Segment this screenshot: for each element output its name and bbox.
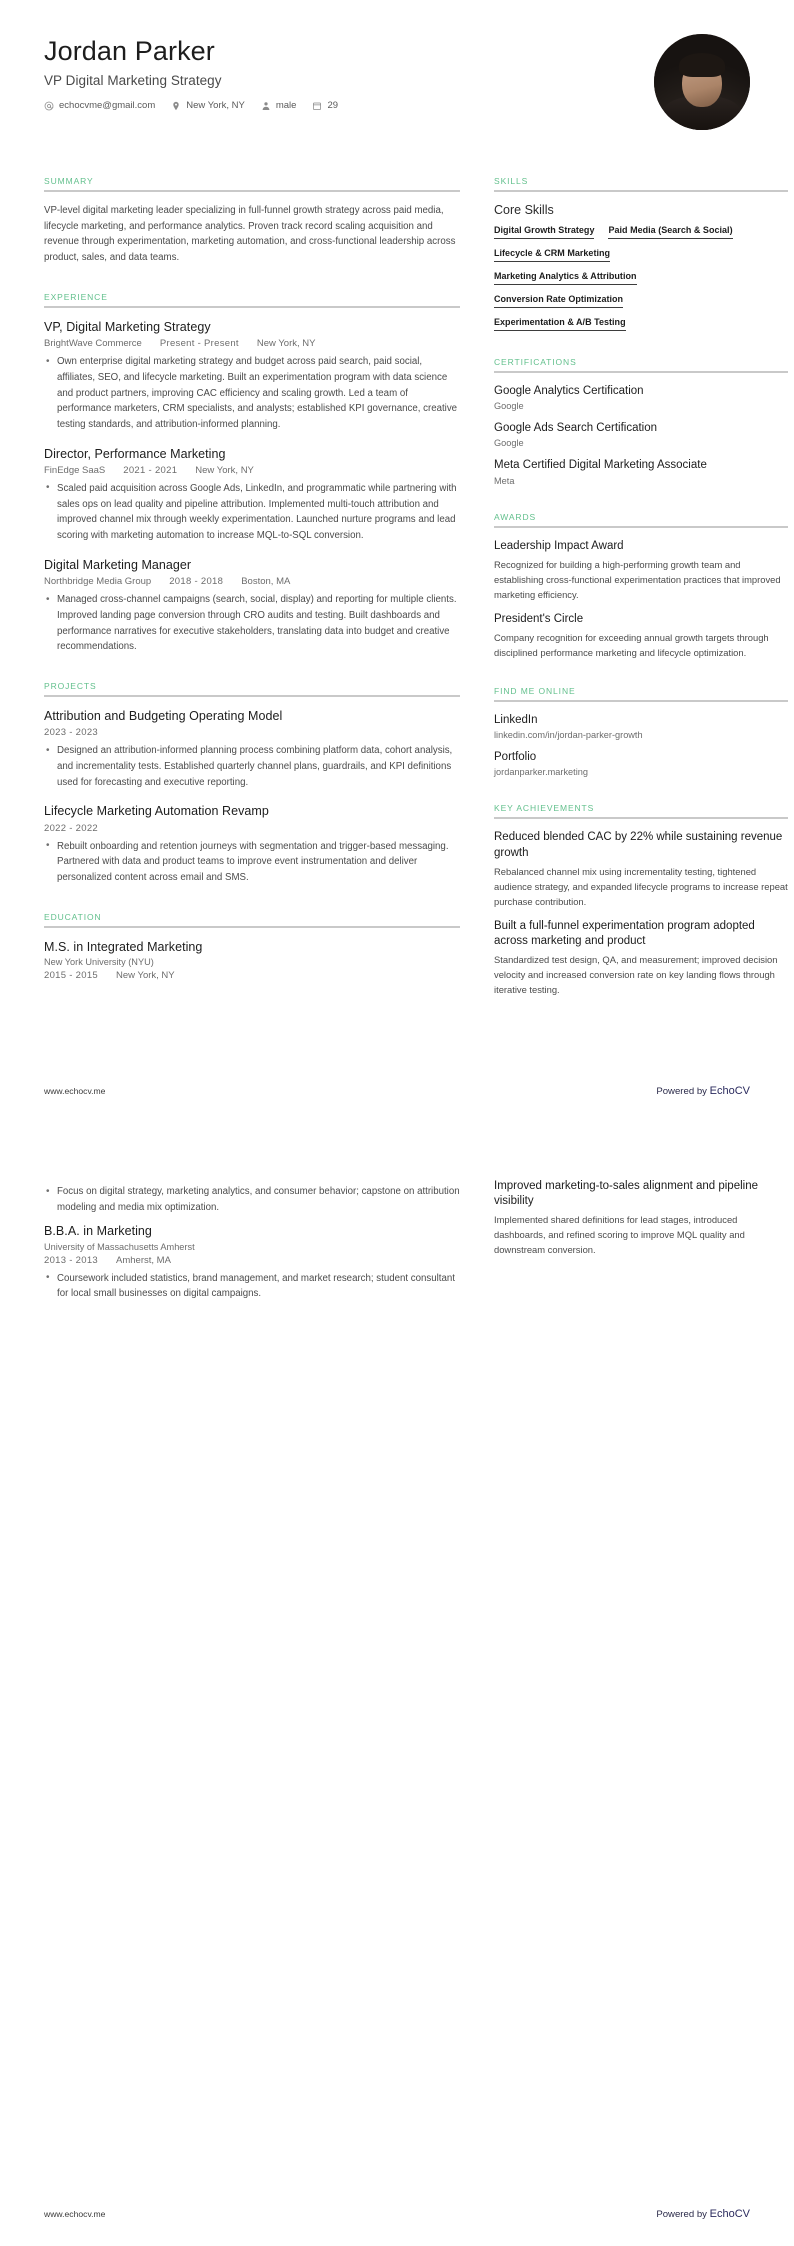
achievement-item bbox=[494, 830, 788, 908]
education-bullets bbox=[44, 1271, 460, 1302]
left-column bbox=[44, 176, 460, 1007]
section-awards bbox=[494, 512, 788, 661]
experience-title: Director, Performance Marketing bbox=[44, 446, 226, 461]
section-title-awards: AWARDS bbox=[494, 511, 537, 522]
online-profile-url[interactable]: jordanparker.marketing bbox=[494, 767, 588, 778]
bullet-item: • Own enterprise digital marketing strategy and budget across paid search, paid social, affiliates, SEO, and lifecycle marketing. Built an experimentation program with data science and product partners, improving CAC efficiency and scaling growth. Led a team of performance marketers, CRM specialists, and analysts; established KPI governance, creative testing standards, and attribution-informed planning. bbox=[44, 354, 460, 433]
experience-dates: 2018 - 2018 bbox=[169, 576, 224, 588]
section-divider bbox=[494, 526, 788, 528]
experience-company: Northbridge Media Group bbox=[44, 576, 152, 588]
section-title-summary: SUMMARY bbox=[44, 176, 94, 186]
online-profile-label: Portfolio bbox=[494, 751, 537, 764]
section-education-continued bbox=[44, 1184, 460, 1302]
education-item bbox=[44, 1223, 460, 1302]
content-columns bbox=[44, 176, 788, 1023]
education-degree: M.S. in Integrated Marketing bbox=[44, 939, 203, 954]
skill-row bbox=[494, 317, 788, 331]
skill-row bbox=[494, 225, 788, 239]
section-divider bbox=[44, 695, 460, 697]
certification-issuer: Google bbox=[494, 401, 524, 412]
contact-age-value: 29 bbox=[327, 100, 339, 112]
skill-row bbox=[494, 248, 788, 262]
footer-brand bbox=[656, 1085, 750, 1097]
footer-brand bbox=[656, 2208, 750, 2220]
online-profile-url[interactable]: linkedin.com/in/jordan-parker-growth bbox=[494, 730, 643, 741]
section-divider bbox=[44, 926, 460, 928]
certification-title: Google Analytics Certification bbox=[494, 385, 644, 397]
achievement-description: Standardized test design, QA, and measurement; improved decision velocity and increased conversion rate on key landing flows through iterative testing. bbox=[494, 954, 778, 996]
bullet-item: • Focus on digital strategy, marketing analytics, and consumer behavior; capstone on attribution modeling and media mix optimization. bbox=[44, 1184, 460, 1215]
section-title-skills: SKILLS bbox=[494, 176, 529, 186]
project-meta bbox=[44, 823, 460, 834]
online-profile-item[interactable] bbox=[494, 713, 788, 740]
certification-issuer: Google bbox=[494, 438, 524, 449]
contact-age bbox=[312, 100, 338, 111]
project-item bbox=[44, 803, 460, 885]
experience-bullets bbox=[44, 592, 460, 655]
footer-powered-prefix: Powered by bbox=[656, 1086, 710, 1097]
experience-title: VP, Digital Marketing Strategy bbox=[44, 319, 211, 334]
achievement-title: Improved marketing-to-sales alignment and pipeline visibility bbox=[494, 1180, 759, 1208]
skills-list bbox=[494, 225, 788, 331]
education-dates: 2013 - 2013 bbox=[44, 1254, 99, 1266]
section-projects bbox=[44, 681, 460, 886]
email-icon bbox=[44, 101, 54, 111]
online-profile-label: LinkedIn bbox=[494, 714, 538, 727]
footer-brand-name: EchoCV bbox=[709, 2208, 750, 2220]
section-title-experience: EXPERIENCE bbox=[44, 291, 108, 302]
contact-location bbox=[171, 100, 245, 111]
project-dates: 2023 - 2023 bbox=[44, 727, 99, 739]
bullet-item: • Scaled paid acquisition across Google Ads, LinkedIn, and programmatic while partnering with sales ops on lead quality and pipeline attribution. Implemented multi-touch attribution and improved channel mix through weekly experimentation. Launched nurture programs and lead scoring with marketing automation to increase MQL-to-SQL conversion. bbox=[44, 481, 460, 544]
section-divider bbox=[494, 700, 788, 702]
contact-email-value: echocvme@gmail.com bbox=[59, 100, 156, 112]
bullet-item: • Designed an attribution-informed planning process combining platform data, cohort analysis, and incrementality tests. Established quarterly channel plans, guardrails, and KPI definitions used for forecasting and executive reporting. bbox=[44, 743, 460, 790]
achievement-description: Rebalanced channel mix using incrementality testing, tightened audience strategy, and expanded lifecycle programs to increase repeat purchase contribution. bbox=[494, 865, 788, 907]
section-title-certifications: CERTIFICATIONS bbox=[494, 357, 577, 367]
award-title: President's Circle bbox=[494, 612, 584, 625]
summary-text: VP-level digital marketing leader specializing in full-funnel growth strategy across paid media, lifecycle marketing, and performance analytics. Proven track record scaling acquisition and revenue through experimentation, marketing automation, and cross-functional leadership across product, sales, and data teams. bbox=[44, 205, 456, 264]
experience-meta bbox=[44, 576, 460, 587]
online-profile-item[interactable] bbox=[494, 750, 788, 777]
award-description: Company recognition for exceeding annual growth targets through disciplined performance marketing and lifecycle optimization. bbox=[494, 632, 769, 659]
education-school: New York University (NYU) bbox=[44, 957, 154, 968]
skill-row bbox=[494, 271, 788, 285]
page-footer bbox=[44, 1085, 750, 1097]
education-dates: 2015 - 2015 bbox=[44, 970, 99, 982]
education-location: New York, NY bbox=[116, 970, 175, 982]
section-education bbox=[44, 912, 460, 981]
job-title-subtitle: VP Digital Marketing Strategy bbox=[44, 73, 222, 89]
right-column bbox=[494, 176, 788, 1023]
experience-item bbox=[44, 557, 460, 655]
section-title-key-achievements: KEY ACHIEVEMENTS bbox=[494, 803, 595, 814]
achievement-title: Built a full-funnel experimentation program adopted across marketing and product bbox=[494, 919, 755, 948]
contact-gender-value: male bbox=[275, 100, 297, 112]
certification-item bbox=[494, 421, 788, 448]
experience-bullets bbox=[44, 481, 460, 544]
section-skills bbox=[494, 176, 788, 331]
experience-item bbox=[44, 319, 460, 433]
section-certifications bbox=[494, 357, 788, 486]
resume-header bbox=[44, 34, 750, 130]
contact-row bbox=[44, 100, 338, 111]
section-divider bbox=[494, 190, 788, 192]
project-meta bbox=[44, 727, 460, 738]
award-title: Leadership Impact Award bbox=[494, 539, 624, 552]
achievement-description: Implemented shared definitions for lead stages, introduced dashboards, and refined scoring to improve MQL quality and downstream conversion. bbox=[494, 1214, 745, 1256]
right-column bbox=[494, 1179, 788, 1283]
person-icon bbox=[261, 101, 271, 111]
achievement-item bbox=[494, 919, 788, 997]
footer-site-url[interactable]: www.echocv.me bbox=[44, 1086, 106, 1096]
achievement-title: Reduced blended CAC by 22% while sustaining revenue growth bbox=[494, 831, 783, 859]
experience-location: New York, NY bbox=[256, 338, 316, 350]
skill-chip: Digital Growth Strategy bbox=[494, 225, 594, 239]
contact-email[interactable] bbox=[44, 100, 155, 111]
bullet-item: • Rebuilt onboarding and retention journeys with segmentation and trigger-based messaging. Partnered with data and product teams to improve event instrumentation and deliver personalized content across email and SMS. bbox=[44, 839, 460, 886]
certification-title: Meta Certified Digital Marketing Associate bbox=[494, 459, 707, 472]
bullet-item: • Managed cross-channel campaigns (search, social, display) and reporting for multiple clients. Improved landing page conversion through CRO audits and testing. Built dashboards and performance narratives for executive stakeholders, translating data into budget and creative recommendations. bbox=[44, 592, 460, 655]
left-column bbox=[44, 1179, 460, 1328]
footer-site-url[interactable]: www.echocv.me bbox=[44, 2209, 106, 2219]
section-divider bbox=[494, 371, 788, 373]
achievement-item bbox=[494, 1179, 788, 1257]
project-bullets bbox=[44, 743, 460, 790]
section-key-achievements-continued bbox=[494, 1179, 788, 1257]
section-summary bbox=[44, 176, 460, 266]
skill-row bbox=[494, 294, 788, 308]
certification-item bbox=[494, 458, 788, 485]
resume-page-2 bbox=[0, 1123, 794, 2246]
education-location: Amherst, MA bbox=[116, 1254, 171, 1266]
page-footer bbox=[44, 2208, 750, 2220]
project-item bbox=[44, 708, 460, 790]
experience-item bbox=[44, 446, 460, 544]
certification-item bbox=[494, 384, 788, 411]
experience-title: Digital Marketing Manager bbox=[44, 557, 192, 572]
contact-gender bbox=[261, 100, 297, 111]
calendar-icon bbox=[312, 101, 322, 111]
award-item bbox=[494, 539, 788, 602]
section-title-projects: PROJECTS bbox=[44, 680, 97, 691]
section-divider bbox=[494, 817, 788, 819]
experience-company: BrightWave Commerce bbox=[44, 338, 142, 350]
skill-chip: Conversion Rate Optimization bbox=[494, 294, 623, 308]
experience-bullets bbox=[44, 354, 460, 433]
footer-brand-name: EchoCV bbox=[709, 1085, 750, 1097]
contact-location-value: New York, NY bbox=[186, 100, 245, 112]
education-item bbox=[44, 939, 460, 981]
education-degree: B.B.A. in Marketing bbox=[44, 1224, 152, 1239]
experience-company: FinEdge SaaS bbox=[44, 464, 106, 476]
education-bullets bbox=[44, 1184, 460, 1215]
section-key-achievements bbox=[494, 803, 788, 997]
skill-chip: Paid Media (Search & Social) bbox=[608, 225, 732, 239]
experience-location: New York, NY bbox=[195, 464, 254, 476]
location-pin-icon bbox=[171, 101, 181, 111]
project-title: Lifecycle Marketing Automation Revamp bbox=[44, 804, 269, 819]
experience-meta bbox=[44, 465, 460, 476]
section-title-find-me-online: FIND ME ONLINE bbox=[494, 686, 576, 697]
content-columns bbox=[44, 1179, 759, 1328]
education-meta bbox=[44, 1255, 460, 1266]
project-bullets bbox=[44, 839, 460, 886]
project-dates: 2022 - 2022 bbox=[44, 822, 99, 834]
avatar bbox=[654, 34, 750, 130]
skill-chip: Marketing Analytics & Attribution bbox=[494, 271, 637, 285]
certification-issuer: Meta bbox=[494, 475, 515, 486]
award-item bbox=[494, 612, 788, 660]
footer-powered-prefix: Powered by bbox=[656, 2209, 710, 2220]
bullet-item: • Coursework included statistics, brand management, and market research; student consultant for local small businesses on digital campaigns. bbox=[44, 1271, 460, 1302]
section-divider bbox=[44, 306, 460, 308]
education-meta bbox=[44, 970, 460, 981]
skill-chip: Lifecycle & CRM Marketing bbox=[494, 248, 610, 262]
award-description: Recognized for building a high-performing growth team and establishing cross-functional experimentation practices that improved marketing efficiency. bbox=[494, 558, 781, 600]
section-title-education: EDUCATION bbox=[44, 911, 102, 922]
section-experience bbox=[44, 292, 460, 655]
header-identity bbox=[44, 34, 338, 111]
experience-dates: Present - Present bbox=[159, 338, 239, 350]
section-divider bbox=[44, 190, 460, 192]
page-title: Jordan Parker bbox=[44, 36, 215, 66]
project-title: Attribution and Budgeting Operating Model bbox=[44, 708, 283, 723]
experience-meta bbox=[44, 338, 460, 349]
education-school: University of Massachusetts Amherst bbox=[44, 1241, 195, 1252]
avatar-hair bbox=[679, 53, 725, 77]
skill-chip: Experimentation & A/B Testing bbox=[494, 317, 626, 331]
skills-group-label: Core Skills bbox=[494, 203, 554, 217]
experience-dates: 2021 - 2021 bbox=[123, 464, 178, 476]
experience-location: Boston, MA bbox=[241, 576, 291, 588]
section-find-me-online bbox=[494, 686, 788, 777]
certification-title: Google Ads Search Certification bbox=[494, 422, 658, 435]
